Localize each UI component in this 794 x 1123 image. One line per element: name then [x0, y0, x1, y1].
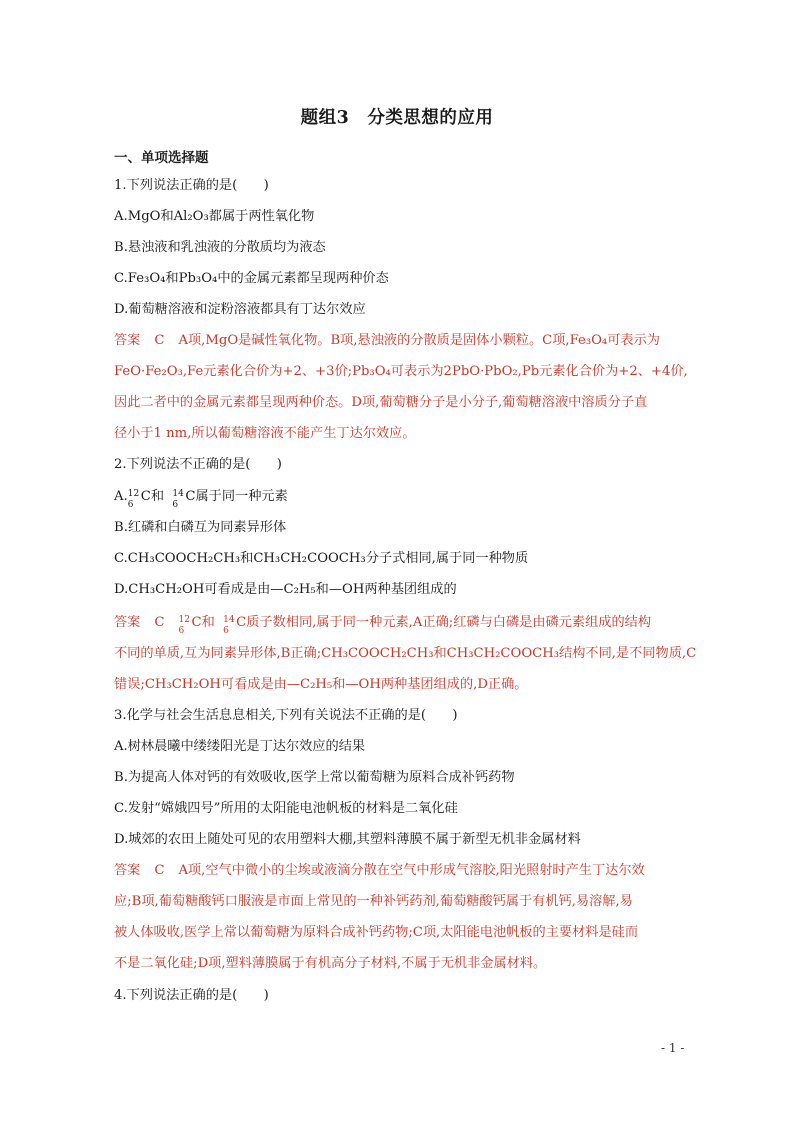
nuclide-c12	[178, 613, 191, 636]
q1-option-b: B.悬浊液和乳浊液的分散质均为液态	[114, 240, 326, 255]
nuclide-c12	[127, 487, 141, 510]
q3-explanation-1: A项,空气中微小的尘埃或液滴分散在空气中形成气溶胶,阳光照射时产生丁达尔效	[178, 863, 645, 878]
nuclide-c14	[223, 613, 236, 636]
atomic-number: 6	[178, 626, 185, 636]
q2-answer-label: 答案	[114, 615, 141, 630]
q3-answer-line1	[114, 861, 645, 881]
q2-option-b: B.红磷和白磷互为同素异形体	[114, 520, 287, 535]
section-heading: 一、单项选择题	[114, 150, 209, 166]
q4-stem: 4.下列说法正确的是( )	[114, 988, 269, 1003]
q2-explanation-2: 不同的单质,互为同素异形体,B正确;CH₃COOCH₂CH₃和CH₃CH₂COOCH₃结构不同,是不同物质,C	[114, 646, 697, 661]
q1-option-d: D.葡萄糖溶液和淀粉溶液都具有丁达尔效应	[114, 302, 366, 317]
q3-explanation-4: 不是二氧化硅;D项,塑料薄膜属于有机高分子材料,不属于无机非金属材料。	[114, 956, 547, 971]
q2-option-a-suffix: 属于同一种元素	[195, 489, 288, 504]
atomic-number: 6	[172, 500, 179, 510]
q3-stem: 3.化学与社会生活息息相关,下列有关说法不正确的是( )	[114, 708, 458, 723]
q3-answer-label: 答案	[114, 863, 141, 878]
atomic-number: 6	[223, 626, 229, 636]
q2-explanation-3: 错误;CH₃CH₂OH可看成是由—C₂H₅和—OH两种基团组成的,D正确。	[114, 677, 528, 692]
q1-explanation-3: 因此二者中的金属元素都呈现两种价态。D项,葡萄糖分子是小分子,葡萄糖溶液中溶质分子直	[114, 395, 648, 410]
mass-number: 14	[223, 615, 235, 625]
element-symbol: C	[140, 489, 151, 504]
q3-answer-key: C	[154, 863, 165, 878]
atomic-number: 6	[127, 500, 134, 510]
q3-option-b: B.为提高人体对钙的有效吸收,医学上常以葡萄糖为原料合成补钙药物	[114, 770, 515, 785]
q1-explanation-1: A项,MgO是碱性氧化物。B项,悬浊液的分散质是固体小颗粒。C项,Fe₃O₄可表示为	[178, 333, 660, 348]
page-title: 题组3 分类思想的应用	[300, 108, 494, 128]
q1-stem: 1.下列说法正确的是( )	[114, 178, 269, 193]
q3-option-d: D.城郊的农田上随处可见的农用塑料大棚,其塑料薄膜不属于新型无机非金属材料	[114, 832, 581, 847]
q2-answer-line1	[114, 613, 652, 636]
q1-answer-line1	[114, 331, 660, 351]
mass-number: 12	[178, 615, 190, 625]
conjunction: 和	[201, 615, 215, 630]
q1-option-a: A.MgO和Al₂O₃都属于两性氧化物	[114, 209, 315, 224]
q1-explanation-2: FeO·Fe₂O₃,Fe元素化合价为+2、+3价;Pb₃O₄可表示为2PbO·PbO₂,Pb元素化合价为+2、+4价,	[114, 364, 688, 379]
mass-number: 12	[127, 489, 140, 499]
q2-answer-key: C	[154, 615, 165, 630]
nuclide-c14	[172, 487, 185, 510]
q2-stem: 2.下列说法不正确的是( )	[114, 457, 282, 472]
q2-explanation-1: 质子数相同,属于同一种元素,A正确;红磷与白磷是由磷元素组成的结构	[246, 615, 652, 630]
q3-explanation-2: 应;B项,葡萄糖酸钙口服液是市面上常见的一种补钙药剂,葡萄糖酸钙属于有机钙,易溶解,易	[114, 894, 633, 909]
q3-explanation-3: 被人体吸收,医学上常以葡萄糖为原料合成补钙药物;C项,太阳能电池帆板的主要材料是硅而	[114, 925, 639, 940]
q1-answer-key: C	[154, 333, 165, 348]
conjunction: 和	[150, 489, 164, 504]
q2-option-d: D.CH₃CH₂OH可看成是由—C₂H₅和—OH两种基团组成的	[114, 582, 457, 597]
q2-option-a-prefix: A.	[114, 489, 128, 504]
q2-option-c: C.CH₃COOCH₂CH₃和CH₃CH₂COOCH₃分子式相同,属于同一种物质	[114, 551, 529, 566]
q2-option-a	[114, 487, 288, 510]
page-number: - 1 -	[661, 1041, 685, 1055]
q1-explanation-4: 径小于1 nm,所以葡萄糖溶液不能产生丁达尔效应。	[114, 426, 416, 441]
q3-option-c: C.发射“嫦娥四号”所用的太阳能电池帆板的材料是二氧化硅	[114, 801, 458, 816]
element-symbol: C	[185, 489, 196, 504]
element-symbol: C	[191, 615, 202, 630]
q1-option-c: C.Fe₃O₄和Pb₃O₄中的金属元素都呈现两种价态	[114, 271, 389, 286]
mass-number: 14	[172, 489, 184, 499]
q3-option-a: A.树林晨曦中缕缕阳光是丁达尔效应的结果	[114, 739, 366, 754]
q1-answer-label: 答案	[114, 333, 141, 348]
element-symbol: C	[236, 615, 247, 630]
